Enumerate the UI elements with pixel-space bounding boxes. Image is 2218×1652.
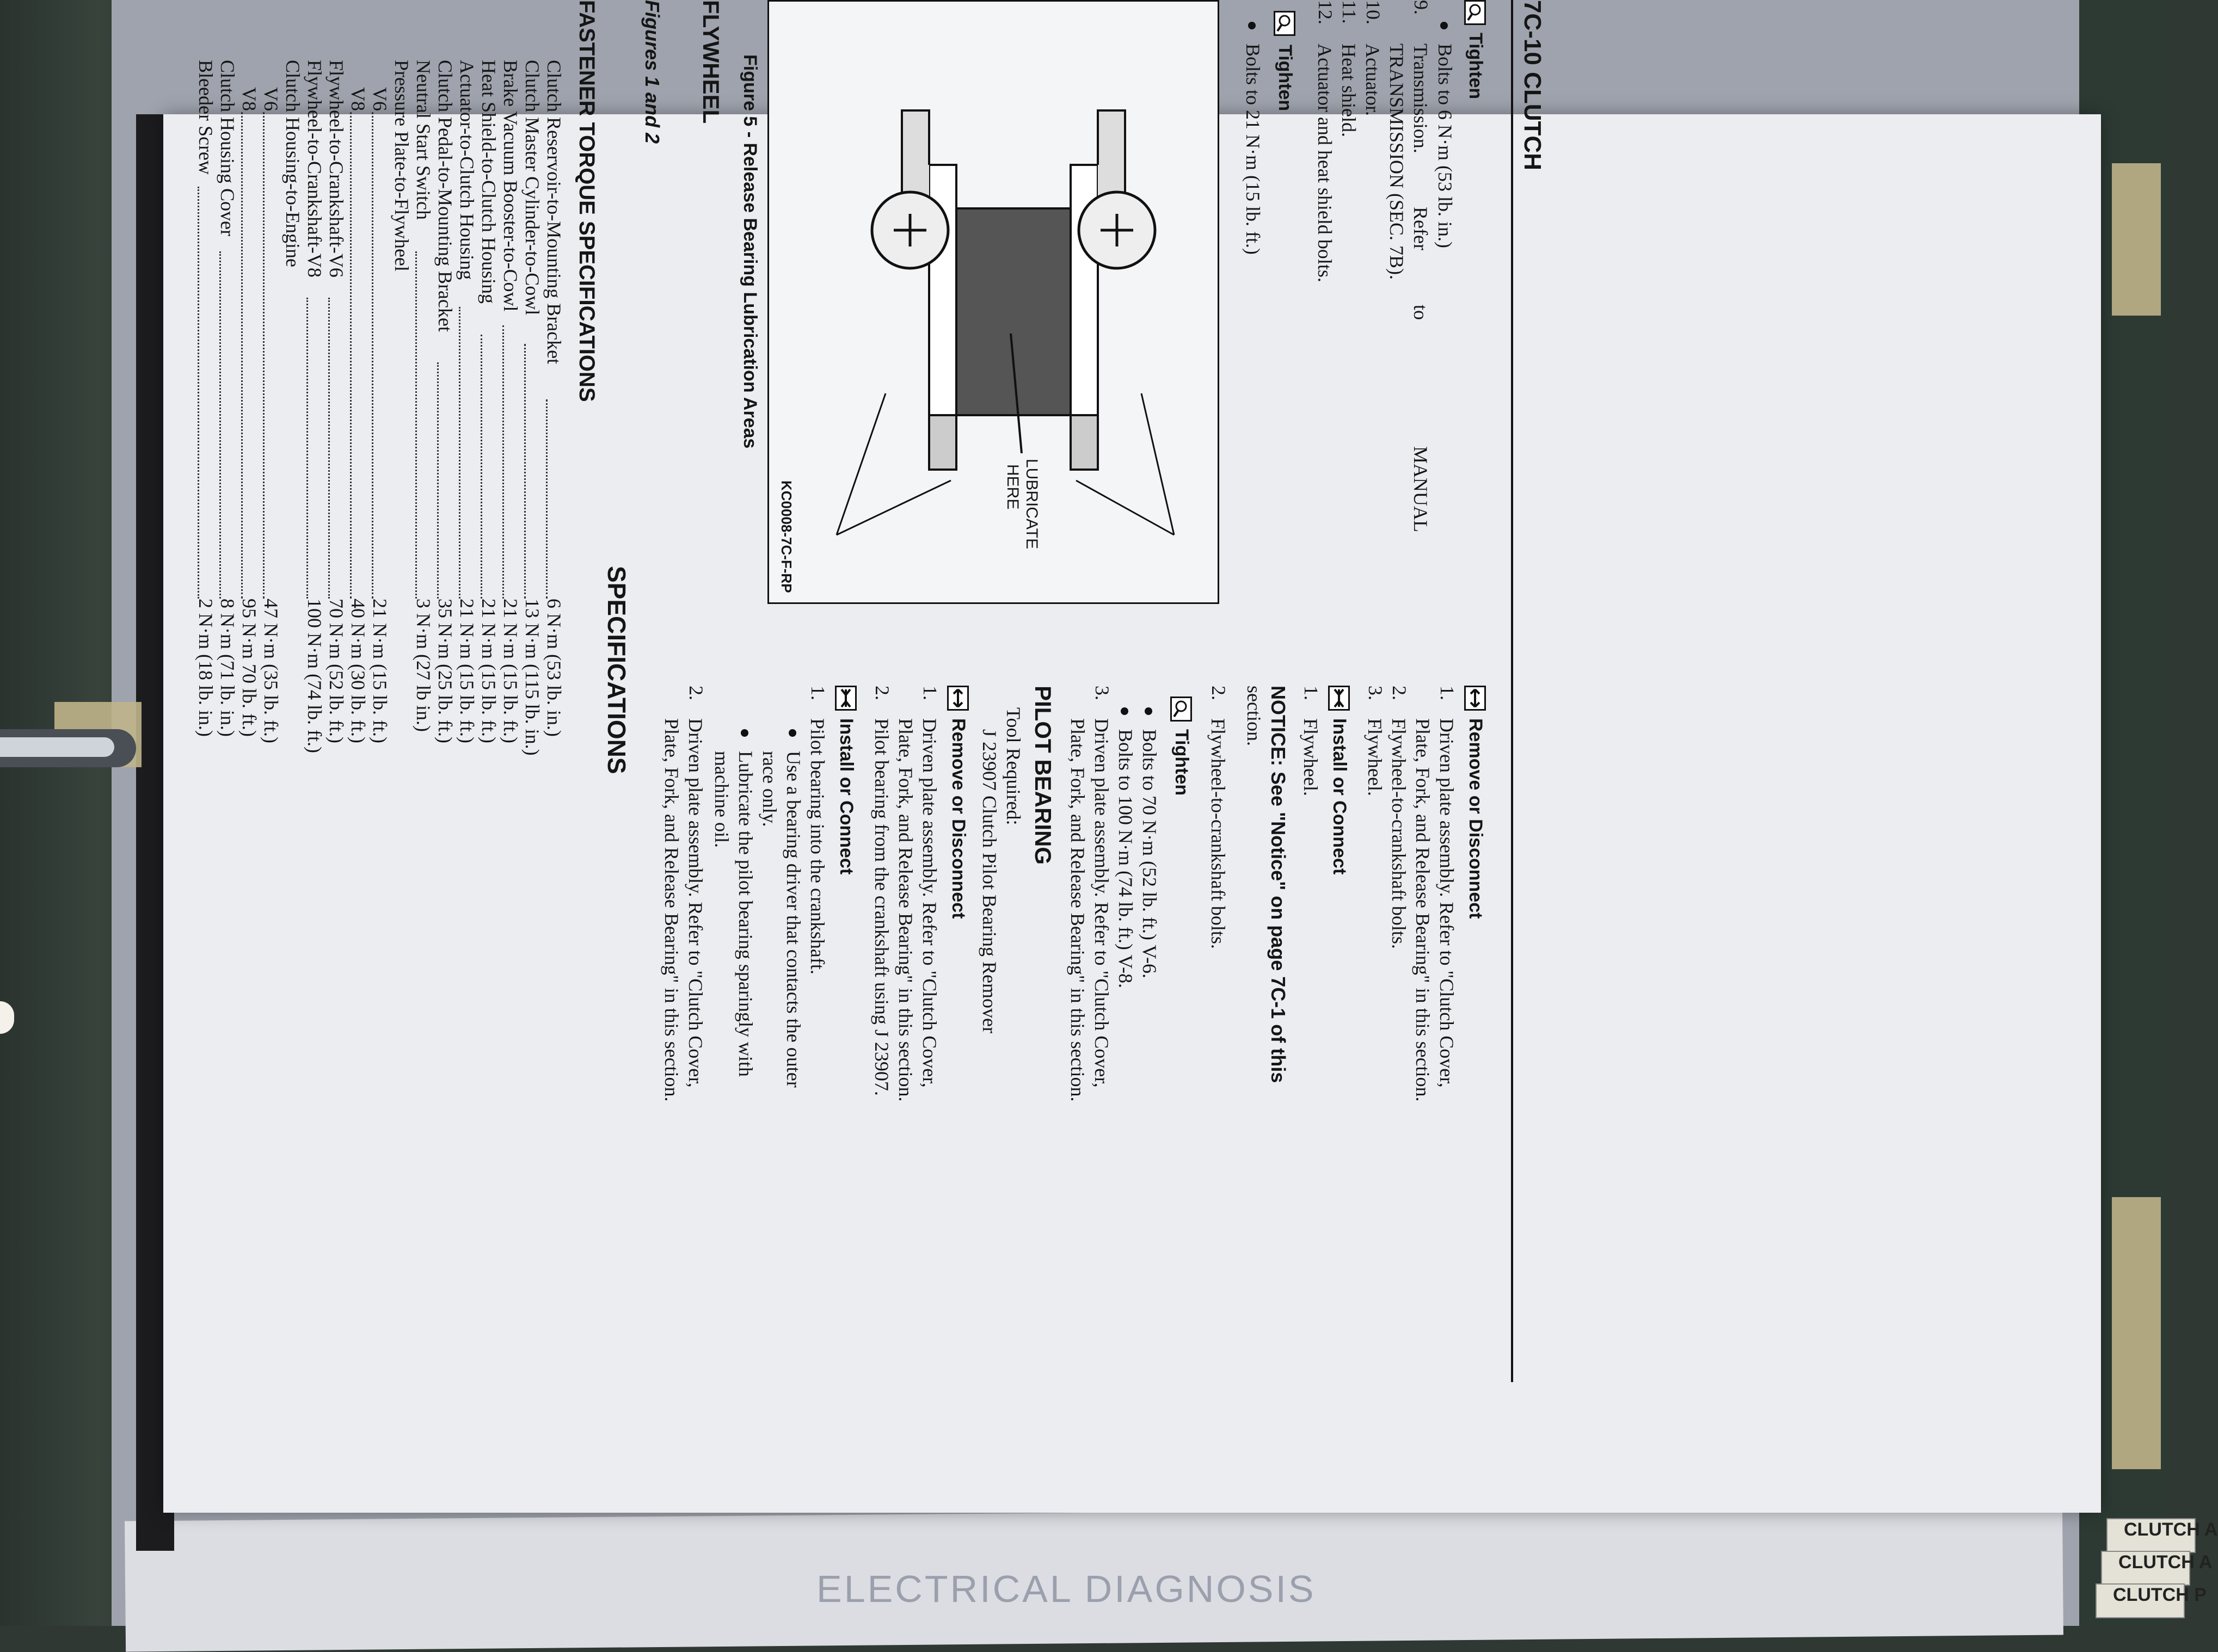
spec-name: Heat Shield-to-Clutch Housing [478, 60, 500, 304]
spec-value: 8 N·m (71 lb. in.) [217, 599, 238, 737]
dot-leader [328, 298, 330, 599]
step-number: 1. [1436, 686, 1458, 700]
section-tab[interactable]: CLUTCH A [2101, 1551, 2190, 1586]
spec-value: 95 N·m 70 lb. ft.) [238, 599, 260, 737]
step-number: 2. [1208, 686, 1230, 700]
tighten-label: Tighten [1465, 33, 1486, 100]
step-text: Plate, Fork, and Release Bearing" in this section. [661, 718, 683, 1102]
step-number: 1. [1300, 686, 1322, 700]
spec-name: V6 [260, 87, 282, 111]
step-text: Driven plate assembly. Refer to "Clutch Cover, [685, 718, 706, 1088]
spec-value: 47 N·m (35 lb. ft.) [260, 599, 282, 743]
dot-leader [306, 298, 308, 599]
step-text: Flywheel-to-crankshaft bolts. [1388, 718, 1410, 949]
notice-text: section. [1243, 686, 1265, 746]
tighten-icon [1170, 696, 1192, 722]
spec-name: V6 [369, 87, 391, 111]
step-text: race only. [759, 751, 781, 827]
step-number: 10. [1362, 0, 1384, 24]
figure-5 [767, 0, 1219, 604]
step-text: Driven plate assembly. Refer to "Clutch Cover, [1091, 718, 1113, 1088]
step-text: Plate, Fork, and Release Bearing" in this section. [1067, 718, 1089, 1102]
spec-name: Clutch Housing-to-Engine [282, 60, 304, 267]
tool-name: J 23907 Clutch Pilot Bearing Remover [979, 729, 1000, 1033]
step-number: 3. [1091, 686, 1113, 700]
spec-name: Actuator-to-Clutch Housing [456, 60, 478, 280]
remove-icon [947, 686, 969, 711]
step-text: Pilot bearing from the crankshaft using J 23907. [871, 718, 893, 1096]
step-number: 1. [919, 686, 941, 700]
next-page-heading: ELECTRICAL DIAGNOSIS [816, 1568, 1316, 1610]
lubricate-label: HERE [1004, 464, 1022, 510]
step-text: Pilot bearing into the crankshaft. [807, 718, 828, 975]
dot-leader [350, 112, 352, 599]
spec-name: Clutch Housing Cover [217, 60, 238, 236]
step-text: Flywheel-to-crankshaft bolts. [1207, 718, 1229, 949]
section-tab[interactable]: CLUTCH P [2096, 1583, 2185, 1618]
step-text: Flywheel. [1300, 718, 1322, 796]
bearing-diagram [769, 2, 1218, 602]
spec-name: Bleeder Screw [195, 60, 217, 175]
torque-value: Bolts to 21 N·m (15 lb. ft.) [1242, 44, 1264, 255]
torque-value: Bolts to 6 N·m (53 lb. in.) [1434, 44, 1456, 248]
step-number: 9. [1410, 0, 1432, 15]
step-number: 1. [807, 686, 829, 700]
bullet [741, 729, 748, 737]
tool-required: Tool Required: [1003, 707, 1024, 825]
tighten-icon [1464, 0, 1486, 25]
dot-leader [219, 251, 221, 599]
figure-code: KC0008-7C-F-RP [778, 480, 795, 593]
step-text: machine oil. [711, 751, 733, 848]
step-text: TRANSMISSION (SEC. 7B). [1386, 44, 1408, 280]
spec-value: 3 N·m (27 lb in.) [413, 599, 434, 732]
spec-value: 100 N·m (74 lb. ft.) [304, 599, 325, 753]
remove-icon [1464, 686, 1486, 711]
spec-name: Flywheel-to-Crankshaft-V8 [304, 60, 325, 278]
dot-leader [502, 325, 504, 599]
page-title: 7C-10 CLUTCH [1519, 0, 1546, 170]
spec-value: 21 N·m (15 lb. ft.) [456, 599, 478, 743]
spec-name: V8 [347, 87, 369, 111]
spec-value: 2 N·m (18 lb. in.) [195, 599, 217, 737]
spec-name: Clutch Reservoir-to-Mounting Bracket [543, 60, 565, 365]
spec-value: 21 N·m (15 lb. ft.) [478, 599, 500, 743]
tape-strip [2112, 1197, 2161, 1469]
dot-leader [459, 307, 460, 599]
spec-name: Neutral Start Switch [413, 60, 434, 220]
spec-name: Brake Vacuum Booster-to-Cowl [500, 60, 521, 312]
dot-leader [198, 187, 199, 599]
section-heading: FLYWHEEL [698, 0, 724, 124]
dot-leader [241, 112, 243, 599]
step-number: 2. [871, 686, 893, 700]
dot-leader [481, 335, 482, 599]
bullet [789, 729, 796, 737]
step-number: 2. [1388, 686, 1410, 700]
step-text: Transmission. [1410, 44, 1431, 153]
spec-name: V8 [238, 87, 260, 111]
dot-leader [437, 362, 439, 599]
dot-leader [372, 112, 373, 599]
step-number: 3. [1365, 686, 1386, 700]
step-text: Flywheel. [1364, 718, 1386, 796]
step-text: Driven plate assembly. Refer to "Clutch Cover, [919, 718, 941, 1088]
spec-value: 21 N·m (15 lb. ft.) [500, 599, 521, 743]
dot-leader [415, 251, 417, 599]
figures-reference: Figures 1 and 2 [641, 0, 663, 144]
step-text: Actuator and heat shield bolts. [1314, 44, 1336, 282]
torque-value: Bolts to 70 N·m (52 lb. ft.) V-6. [1139, 729, 1160, 979]
step-number: 12. [1314, 0, 1336, 24]
spec-value: 35 N·m (25 lb. ft.) [434, 599, 456, 743]
tighten-label: Tighten [1275, 45, 1295, 112]
torque-value: Bolts to 100 N·m (74 lb. ft.) V-8. [1115, 729, 1136, 989]
spec-value: 21 N·m (15 lb. ft.) [369, 599, 391, 743]
step-text: MANUAL [1410, 446, 1431, 532]
remove-label: Remove or Disconnect [948, 718, 969, 919]
spec-value: 6 N·m (53 lb. in.) [543, 599, 565, 737]
section-tab[interactable]: CLUTCH A [2106, 1518, 2196, 1553]
spec-name: Pressure Plate-to-Flywheel [391, 60, 413, 272]
install-label: Install or Connect [1329, 718, 1350, 875]
step-text: to [1410, 305, 1431, 320]
dot-leader [524, 344, 526, 599]
step-text: Plate, Fork, and Release Bearing" in this section. [895, 718, 917, 1102]
spec-value: 70 N·m (52 lb. ft.) [325, 599, 347, 743]
dot-leader [263, 112, 265, 599]
install-icon [1328, 686, 1350, 711]
spec-name: Flywheel-to-Crankshaft-V6 [325, 60, 347, 278]
bullet [1145, 707, 1152, 715]
notice-text: NOTICE: See "Notice" on page 7C-1 of this [1267, 686, 1289, 1083]
install-icon [835, 686, 857, 711]
specifications-subtitle: FASTENER TORQUE SPECIFICATIONS [575, 0, 599, 402]
section-heading: PILOT BEARING [1030, 686, 1056, 865]
step-number: 2. [685, 686, 707, 700]
dot-leader [546, 399, 548, 599]
bullet [1440, 22, 1448, 29]
step-text: Use a bearing driver that contacts the outer [783, 751, 804, 1088]
step-text: Refer [1410, 207, 1431, 250]
step-text: Heat shield. [1338, 44, 1360, 137]
step-text: Plate, Fork, and Release Bearing" in this section. [1412, 718, 1434, 1102]
bullet [1121, 707, 1128, 715]
tighten-icon [1274, 11, 1295, 36]
step-text: Lubricate the pilot bearing sparingly with [735, 751, 757, 1077]
specifications-title: SPECIFICATIONS [603, 566, 631, 774]
tighten-label: Tighten [1171, 729, 1192, 796]
spec-value: 13 N·m (115 lb. in.) [521, 599, 543, 756]
step-text: Actuator. [1362, 44, 1384, 116]
spec-name: Clutch Master Cylinder-to-Cowl [521, 60, 543, 316]
spec-name: Clutch Pedal-to-Mounting Bracket [434, 60, 456, 332]
bullet [1248, 22, 1256, 29]
figure-caption: Figure 5 - Release Bearing Lubrication Areas [740, 54, 760, 449]
remove-label: Remove or Disconnect [1465, 718, 1486, 919]
tape-strip [2112, 163, 2161, 316]
lubricate-label: LUBRICATE [1023, 459, 1041, 550]
spec-value: 40 N·m (30 lb. ft.) [347, 599, 369, 743]
page-header [1511, 0, 1546, 1382]
step-number: 11. [1338, 0, 1360, 24]
install-label: Install or Connect [836, 718, 857, 875]
step-text: Driven plate assembly. Refer to "Clutch Cover, [1436, 718, 1458, 1088]
